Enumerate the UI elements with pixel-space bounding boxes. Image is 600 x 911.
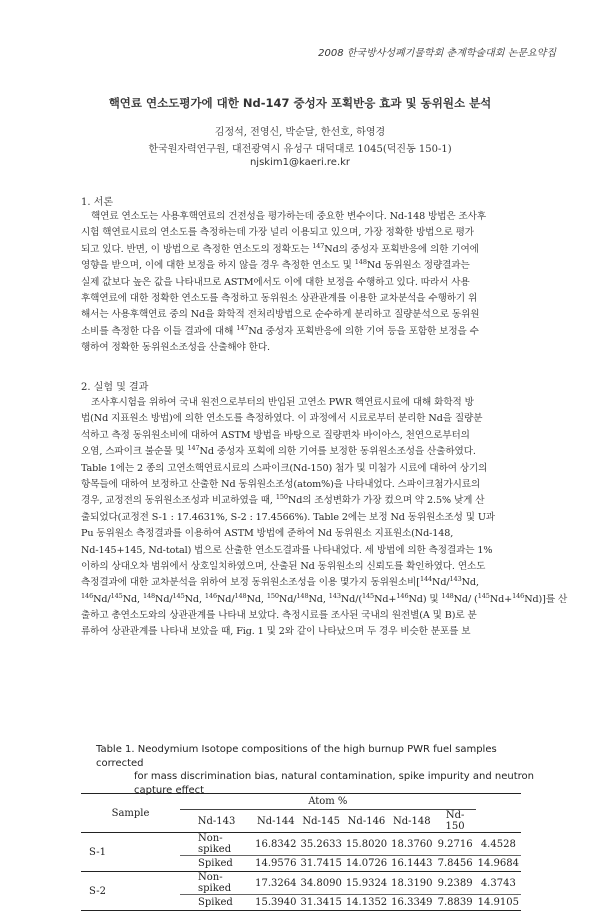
column-header: Nd-143 — [197, 815, 236, 827]
caption-line: Table 1. Neodymium Isotope compositions of the high burnup PWR fuel samples corrected — [96, 744, 497, 769]
body-text-line: 오염, 스파이크 불순물 및 $^{147}$Nd 중성자 포획에 의한 기여를 보정한 동위원소조성을 산출하였다. — [81, 444, 476, 458]
body-text-line: 소비를 측정한 다음 이들 결과에 대해 $^{147}$Nd 중성자 포획반응에 의한 기여 등을 포함한 보정을 수 — [81, 323, 479, 337]
body-text-line: 핵연료 연소도는 사용후핵연료의 건전성을 평가하는데 중요한 변수이다. Nd-148 방법은 조사후 — [91, 211, 487, 222]
sample-type-cell: Spiked — [180, 895, 253, 911]
table-row — [81, 833, 521, 856]
body-text-line: Table 1에는 2 종의 고연소핵연료시료의 스파이크(Nd-150) 첨가 및 미첨가 시료에 대하여 상기의 — [81, 462, 488, 474]
body-text-line: 측정결과에 대한 교차분석을 위하여 보정 동위원소조성을 이용 몇가지 동위원소비[$^{144}$Nd/$^{143}$Nd, — [81, 575, 479, 589]
proceedings-header: 2008 한국방사성폐기물학회 춘계학술대회 논문요약집 — [318, 48, 556, 59]
isotope-table — [81, 793, 521, 911]
affiliation: 한국원자력연구원, 대전광역시 유성구 대덕대로 1045(덕진동 150-1) — [148, 144, 452, 155]
sample-type-cell: Spiked — [180, 856, 253, 872]
sample-type-cell: Non-spiked — [180, 872, 253, 895]
body-text-line: 항목들에 대하여 보정하고 산출한 Nd 동위원소조성(atom%)을 나타내었다. 스파이크첨가시료의 — [81, 478, 481, 490]
atom-percent-header: Atom % — [180, 794, 476, 810]
sample-id-cell: S-1 — [81, 833, 180, 872]
column-header: Nd-144 — [256, 815, 295, 827]
table-row — [81, 872, 521, 895]
caption-line: for mass discrimination bias, natural contamination, spike impurity and neutron — [134, 771, 534, 782]
value-cell: 18.3190 — [389, 872, 434, 895]
value-cell: 14.9105 — [476, 895, 521, 911]
value-cell: 18.3760 — [389, 833, 434, 856]
column-header: Nd-145 — [302, 815, 340, 827]
body-text-line: 이하의 상대오차 범위에서 상호일치하였으며, 산출된 Nd 동위원소의 신뢰도를 확인하였다. 연소도 — [81, 560, 486, 572]
column-header: Nd-146 — [347, 815, 386, 827]
value-cell: 16.8342 — [253, 833, 298, 856]
value-cell: 15.9324 — [344, 872, 389, 895]
body-text-line: 시험 핵연료시료의 연소도를 측정하는데 가장 널리 이용되고 있으며, 가장 정확한 방법으로 평가 — [81, 227, 474, 239]
body-text-line: 조사후시험을 위하여 국내 원전으로부터의 반입된 고연소 PWR 핵연료시료에 대해 화학적 방 — [91, 397, 474, 408]
value-cell: 14.9576 — [253, 856, 298, 872]
section-1-heading: 1. 서론 — [81, 197, 114, 208]
value-cell: 14.0726 — [344, 856, 389, 872]
value-cell: 17.3264 — [253, 872, 298, 895]
value-cell: 9.2389 — [435, 872, 476, 895]
value-cell: 14.1352 — [344, 895, 389, 911]
section-1-body — [81, 209, 519, 357]
value-cell: 4.4528 — [476, 833, 521, 856]
body-text-line: 행하여 정확한 동위원소조성을 산출해야 한다. — [81, 342, 270, 354]
body-text-line: 법(Nd 지표원소 방법)에 의한 연소도를 측정하였다. 이 과정에서 시료로부터 분리한 Nd을 질량분 — [81, 413, 483, 425]
value-cell: 7.8839 — [435, 895, 476, 911]
body-text-line: 석하고 측정 동위원소비에 대하여 ASTM 방법을 바탕으로 질량편차 바이아스, 천연으로부터의 — [81, 429, 470, 441]
body-text-line: 출되었다(교정전 S-1 : 17.4631%, S-2 : 17.4566%). Table 2에는 보정 Nd 동위원소조성 및 U과 — [81, 511, 495, 523]
authors: 김정석, 전영신, 박순달, 한선호, 하영경 — [214, 127, 386, 138]
column-header: Nd-148 — [393, 815, 431, 827]
body-text-line: 실제 값보다 높은 값을 나타내므로 ASTM에서도 이에 대한 보정을 수행하고 있다. 따라서 사용 — [81, 276, 470, 288]
body-text-line: 해서는 사용후핵연료 중의 Nd을 화학적 전처리방법으로 순수하게 분리하고 질량분석으로 동위원 — [81, 309, 480, 321]
body-text-line: 류하여 상관관계를 나타내 보았을 때, Fig. 1 및 2와 같이 나타났으며 두 경우 비슷한 분포를 보 — [81, 626, 471, 638]
value-cell: 31.7415 — [298, 856, 343, 872]
body-text-line: $^{146}$Nd/$^{145}$Nd, $^{148}$Nd/$^{145}$Nd, $^{146}$Nd/$^{148}$Nd, $^{150}$Nd/$^{148}$Nd, $^{143}$Nd/($^{145}$Nd+$^{146}$Nd) 및 $^{148}$Nd/ ($^{145}$Nd+$^{146}$Nd)]를 산 — [81, 591, 568, 605]
caption-line: capture effect — [134, 784, 205, 796]
value-cell: 15.8020 — [344, 833, 389, 856]
value-cell: 9.2716 — [435, 833, 476, 856]
section-2-body — [81, 395, 568, 641]
value-cell: 31.3415 — [298, 895, 343, 911]
body-text-line: Nd-145+145, Nd-total) 법으로 산출한 연소도결과를 나타내었다. 세 방법에 의한 측정결과는 1% — [81, 544, 493, 556]
body-text-line: 영향을 받으며, 이에 대한 보정을 하지 않을 경우 측정한 연소도 및 $^{148}$Nd 동위원소 정량결과는 — [81, 258, 470, 272]
sample-header: Sample — [111, 807, 150, 819]
value-cell: 7.8456 — [435, 856, 476, 872]
sample-type-cell: Non-spiked — [180, 833, 253, 856]
value-cell: 35.2633 — [298, 833, 343, 856]
value-cell: 16.3349 — [389, 895, 434, 911]
body-text-line: 후핵연료에 대한 정확한 연소도를 측정하고 동위원소 상관관계를 이용한 교차분석을 수행하기 위 — [81, 292, 478, 304]
body-text-line: Pu 동위원소 측정결과를 이용하여 ASTM 방법에 준하여 Nd 동위원소 지표원소(Nd-148, — [81, 528, 454, 540]
paper-title: 핵연료 연소도평가에 대한 Nd-147 중성자 포획반응 효과 및 동위원소 분석 — [108, 96, 492, 110]
value-cell: 16.1443 — [389, 856, 434, 872]
body-text-line: 출하고 총연소도와의 상관관계를 나타내 보았다. 측정시료를 조사된 국내의 원전별(A 및 B)로 분 — [81, 610, 477, 622]
value-cell: 14.9684 — [476, 856, 521, 872]
author-email: njskim1@kaeri.re.kr — [249, 157, 351, 168]
value-cell: 4.3743 — [476, 872, 521, 895]
table-1-caption — [96, 743, 536, 797]
body-text-line: 경우, 교정전의 동위원소조성과 비교하였을 때, $^{150}$Nd의 조성변화가 가장 컸으며 약 2.5% 낮게 산 — [81, 493, 485, 507]
body-text-line: 되고 있다. 반면, 이 방법으로 측정한 연소도의 정확도는 $^{147}$Nd의 중성자 포획반응에 의한 기여에 — [81, 241, 479, 255]
sample-id-cell: S-2 — [81, 872, 180, 911]
value-cell: 15.3940 — [253, 895, 298, 911]
column-header: Nd-150 — [445, 810, 465, 832]
section-2-heading: 2. 실험 및 결과 — [81, 382, 149, 393]
value-cell: 34.8090 — [298, 872, 343, 895]
